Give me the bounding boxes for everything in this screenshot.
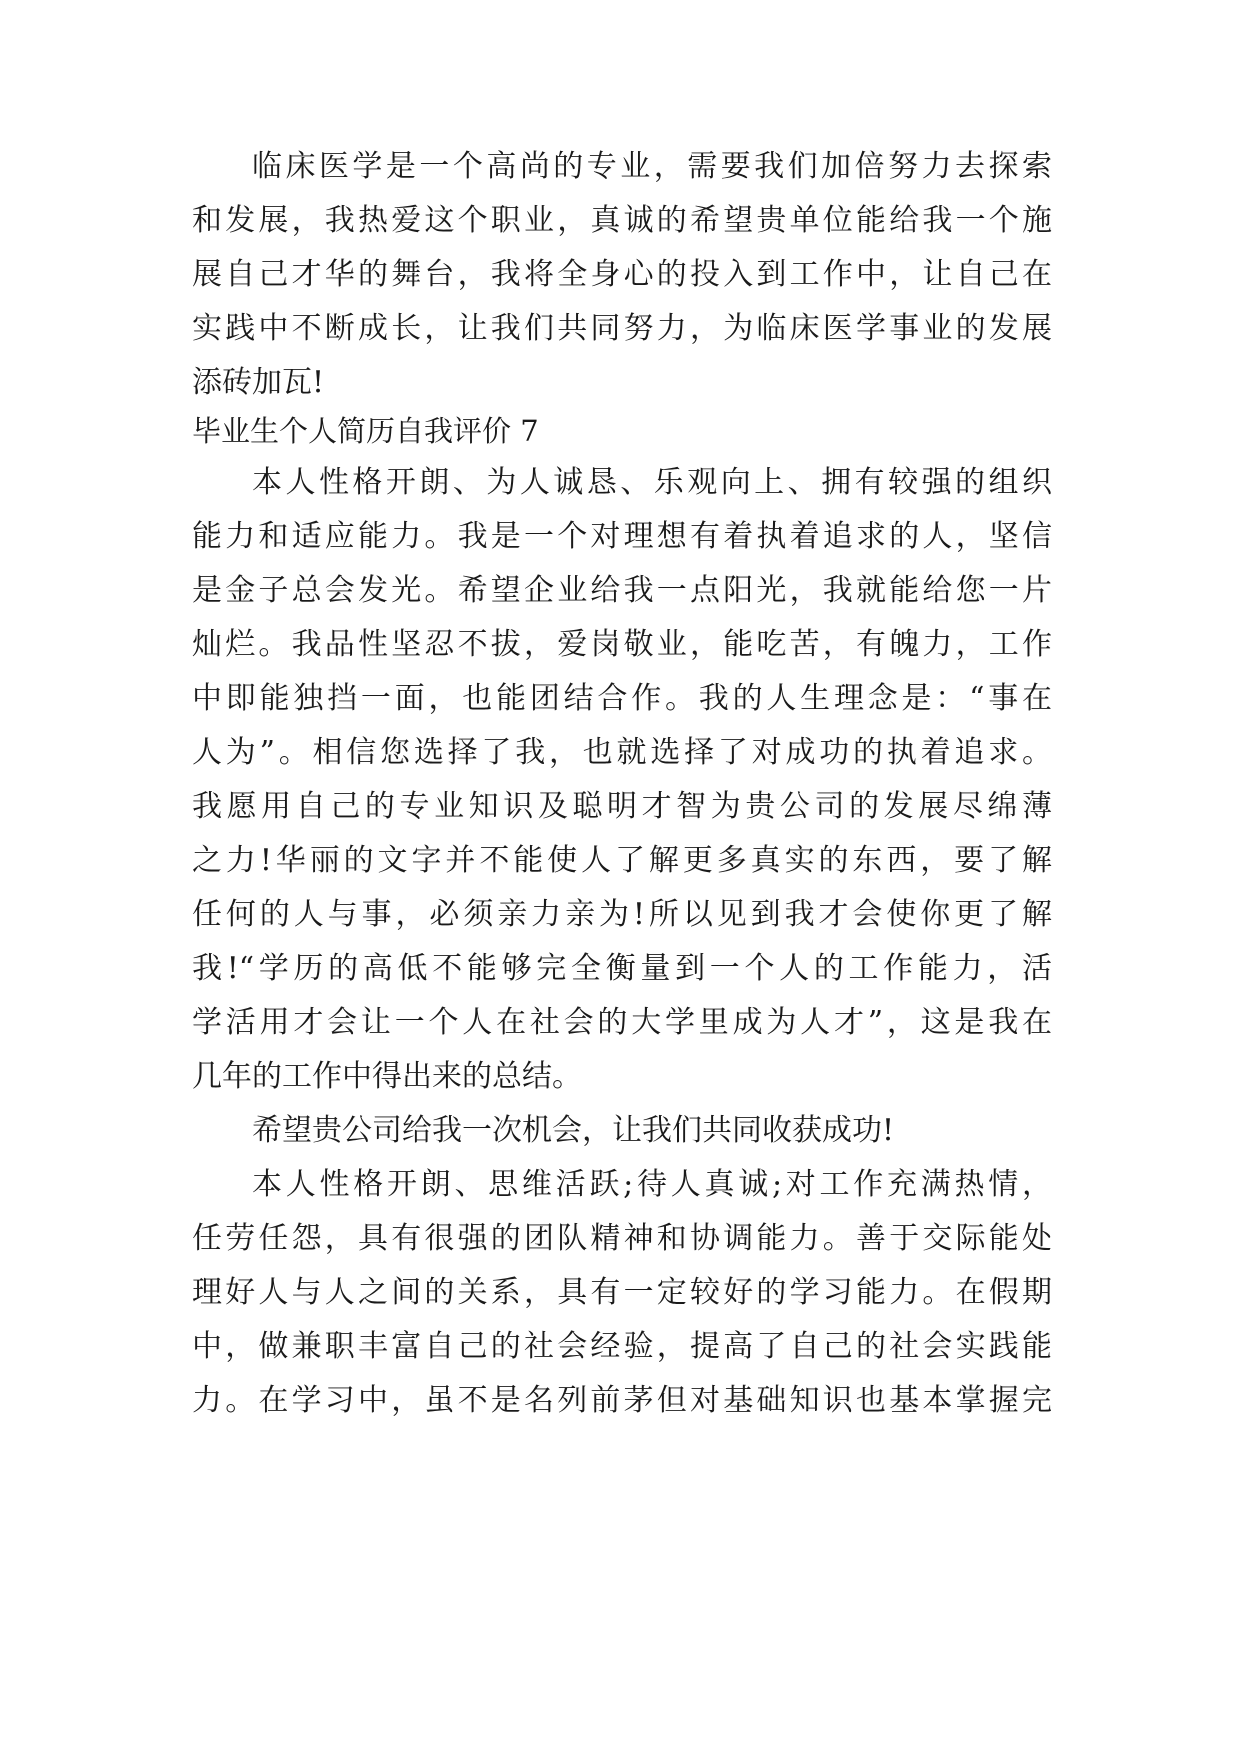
text-line: 能力和适应能力。我是一个对理想有着执着追求的人，坚信 <box>192 519 1052 554</box>
text-line: 我愿用自己的专业知识及聪明才智为贵公司的发展尽绵薄 <box>192 789 1052 824</box>
text-line: 本人性格开朗、为人诚恳、乐观向上、拥有较强的组织 <box>252 465 1052 500</box>
text-line: 任劳任怨，具有很强的团队精神和协调能力。善于交际能处 <box>192 1221 1052 1256</box>
text-line: 理好人与人之间的关系，具有一定较好的学习能力。在假期 <box>192 1275 1052 1310</box>
text-line: 中，做兼职丰富自己的社会经验，提高了自己的社会实践能 <box>192 1329 1052 1364</box>
text-line: 临床医学是一个高尚的专业，需要我们加倍努力去探索 <box>252 149 1052 184</box>
section-heading: 毕业生个人简历自我评价 7 <box>192 414 539 448</box>
text-line: 灿烂。我品性坚忍不拔，爱岗敬业，能吃苦，有魄力，工作 <box>192 627 1052 662</box>
text-line: 和发展，我热爱这个职业，真诚的希望贵单位能给我一个施 <box>192 203 1052 238</box>
text-line: 展自己才华的舞台，我将全身心的投入到工作中，让自己在 <box>192 257 1052 292</box>
text-line: 力。在学习中，虽不是名列前茅但对基础知识也基本掌握完 <box>192 1383 1052 1418</box>
text-line: 几年的工作中得出来的总结。 <box>192 1059 582 1094</box>
text-line: 之力!华丽的文字并不能使人了解更多真实的东西，要了解 <box>192 843 1052 878</box>
text-line: 中即能独挡一面，也能团结合作。我的人生理念是：“事在 <box>192 681 1052 716</box>
text-line: 添砖加瓦! <box>192 365 325 400</box>
text-line: 我!“学历的高低不能够完全衡量到一个人的工作能力，活 <box>192 951 1052 986</box>
text-line: 学活用才会让一个人在社会的大学里成为人才”，这是我在 <box>192 1005 1052 1040</box>
text-line: 希望贵公司给我一次机会，让我们共同收获成功! <box>252 1113 895 1148</box>
text-line: 任何的人与事，必须亲力亲为!所以见到我才会使你更了解 <box>192 897 1052 932</box>
text-line: 人为”。相信您选择了我，也就选择了对成功的执着追求。 <box>192 735 1052 770</box>
text-line: 是金子总会发光。希望企业给我一点阳光，我就能给您一片 <box>192 573 1052 608</box>
text-line: 本人性格开朗、思维活跃;待人真诚;对工作充满热情， <box>252 1167 1052 1202</box>
text-line: 实践中不断成长，让我们共同努力，为临床医学事业的发展 <box>192 311 1052 346</box>
